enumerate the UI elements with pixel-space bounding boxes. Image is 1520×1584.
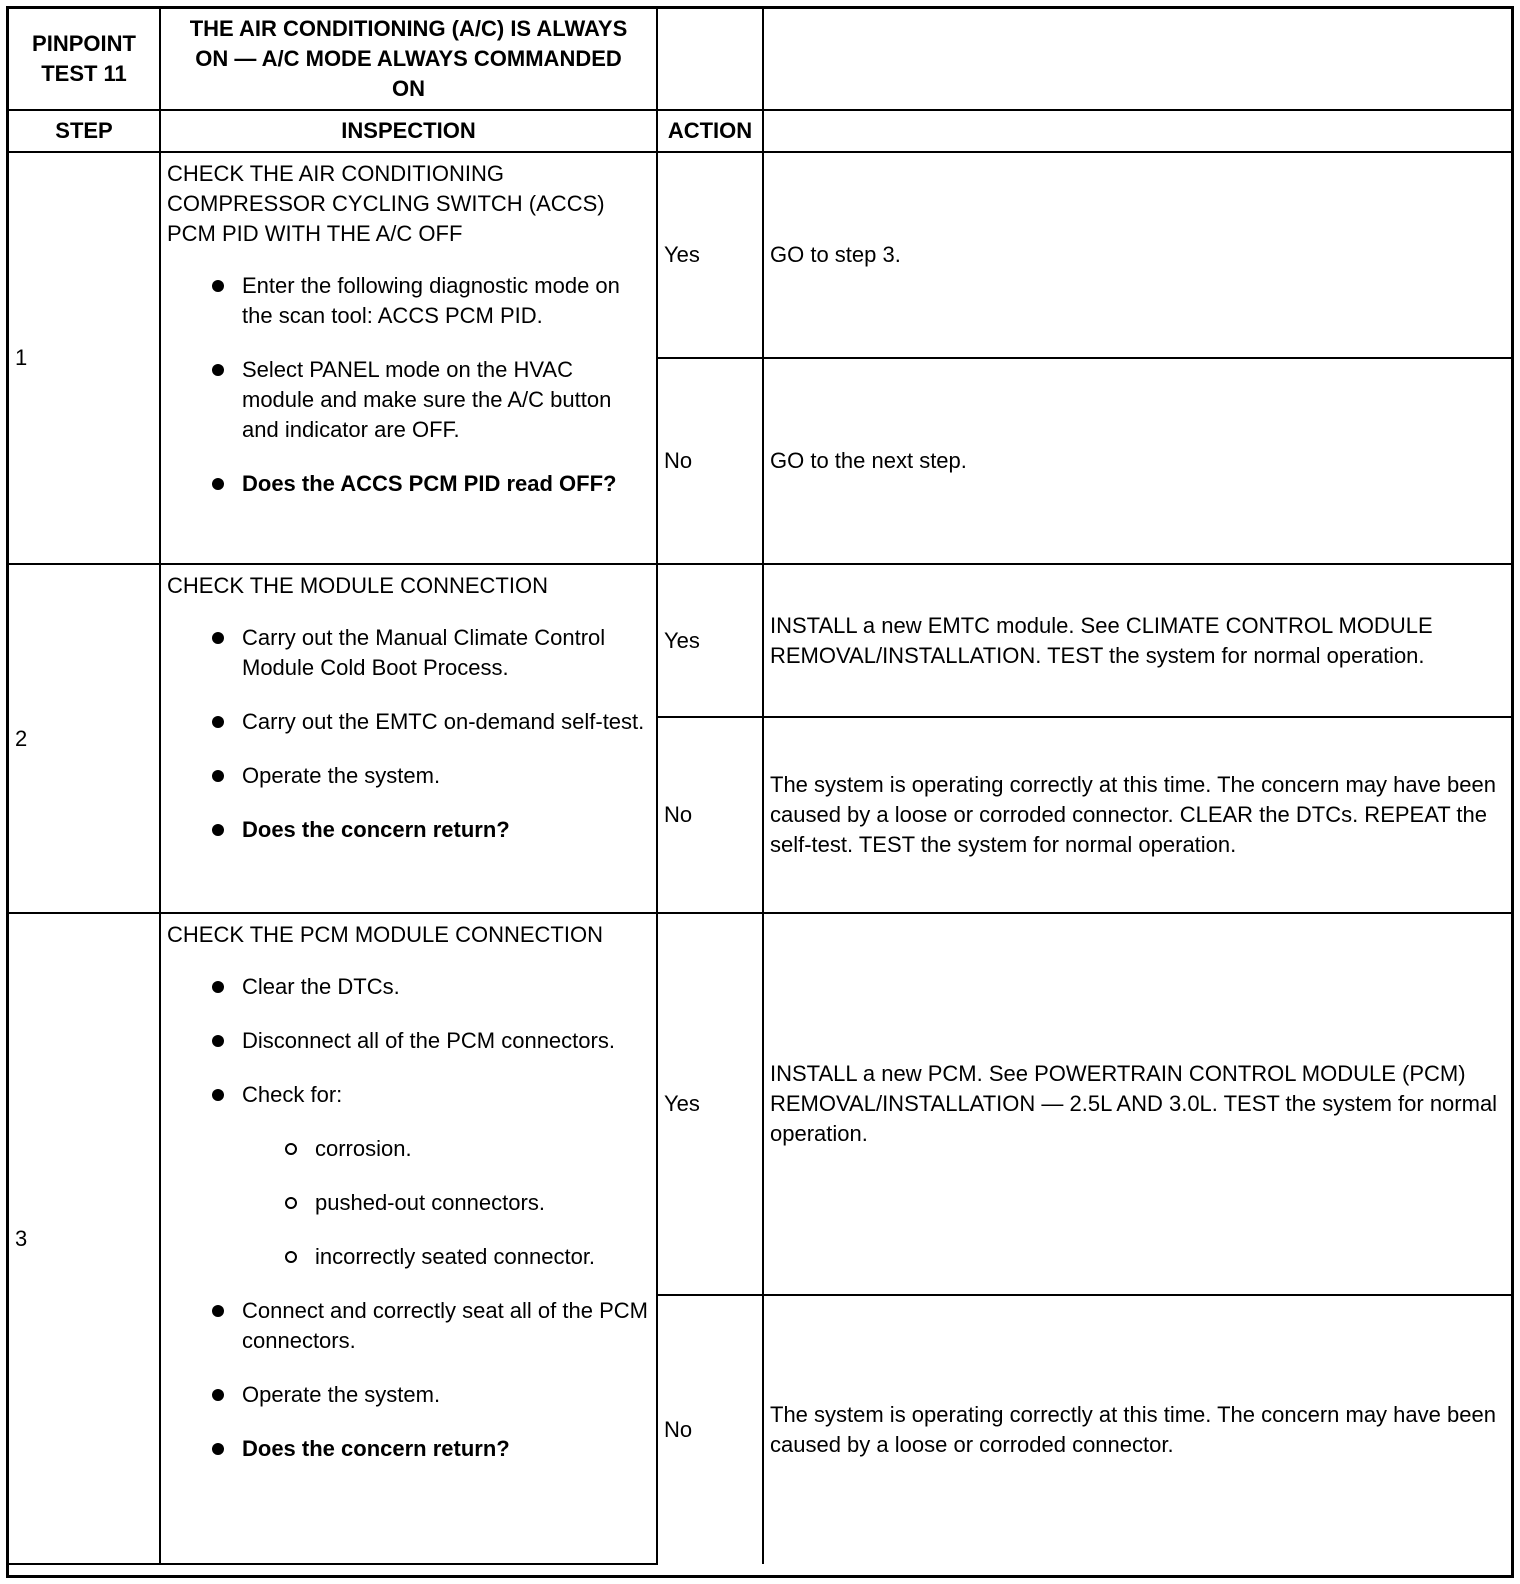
no-label: No — [657, 358, 763, 564]
yes-action: INSTALL a new EMTC module. See CLIMATE CONTROL MODULE REMOVAL/INSTALLATION. TEST the system for normal operation. — [763, 564, 1511, 717]
column-header-step: STEP — [9, 110, 160, 152]
test-title: THE AIR CONDITIONING (A/C) IS ALWAYS ON — A/C MODE ALWAYS COMMANDED ON — [160, 9, 657, 110]
title-blank-cell — [763, 9, 1511, 110]
step-question: Does the ACCS PCM PID read OFF? — [167, 469, 650, 499]
no-action: The system is operating correctly at this time. The concern may have been caused by a loose or corroded connector. CLEAR the DTCs. REPEAT the self-test. TEST the system for normal operation. — [763, 717, 1511, 913]
no-label: No — [657, 717, 763, 913]
list-item: Disconnect all of the PCM connectors. — [167, 1026, 650, 1056]
step-3-yes-row — [9, 913, 1511, 1295]
list-item: Carry out the EMTC on-demand self-test. — [167, 707, 650, 737]
pinpoint-test-document — [6, 6, 1514, 1578]
column-header-row — [9, 110, 1511, 152]
step-heading: CHECK THE PCM MODULE CONNECTION — [167, 922, 603, 947]
no-label: No — [657, 1295, 763, 1564]
list-item: Select PANEL mode on the HVAC module and make sure the A/C button and indicator are OFF. — [167, 355, 650, 445]
yes-label: Yes — [657, 152, 763, 358]
step-3-inspection — [160, 913, 657, 1564]
step-2-inspection — [160, 564, 657, 913]
list-item: Operate the system. — [167, 761, 650, 791]
list-item: Operate the system. — [167, 1380, 650, 1410]
yes-action: GO to step 3. — [763, 152, 1511, 358]
column-header-blank — [763, 110, 1511, 152]
step-2-yes-row — [9, 564, 1511, 717]
step-number: 1 — [9, 152, 160, 564]
step-number: 3 — [9, 913, 160, 1564]
check-for-sublist — [167, 1134, 650, 1272]
list-item: Clear the DTCs. — [167, 972, 650, 1002]
no-action: The system is operating correctly at this time. The concern may have been caused by a loose or corroded connector. — [763, 1295, 1511, 1564]
step-1-checklist — [167, 271, 650, 499]
list-item: Connect and correctly seat all of the PCM connectors. — [167, 1296, 650, 1356]
yes-action: INSTALL a new PCM. See POWERTRAIN CONTROL MODULE (PCM) REMOVAL/INSTALLATION — 2.5L AND 3.0L. TEST the system for normal operation. — [763, 913, 1511, 1295]
yes-label: Yes — [657, 564, 763, 717]
step-2-checklist — [167, 623, 650, 845]
sub-list-item: pushed-out connectors. — [167, 1188, 650, 1218]
list-item: Enter the following diagnostic mode on the scan tool: ACCS PCM PID. — [167, 271, 650, 331]
column-header-inspection: INSPECTION — [160, 110, 657, 152]
step-heading: CHECK THE AIR CONDITIONING COMPRESSOR CYCLING SWITCH (ACCS) PCM PID WITH THE A/C OFF — [167, 161, 605, 246]
step-number: 2 — [9, 564, 160, 913]
no-action: GO to the next step. — [763, 358, 1511, 564]
sub-list-item: corrosion. — [167, 1134, 650, 1164]
step-heading: CHECK THE MODULE CONNECTION — [167, 573, 548, 598]
step-3-checklist — [167, 972, 650, 1464]
sub-list-item: incorrectly seated connector. — [167, 1242, 650, 1272]
step-question: Does the concern return? — [167, 1434, 650, 1464]
step-1-inspection — [160, 152, 657, 564]
yes-label: Yes — [657, 913, 763, 1295]
title-blank-cell — [657, 9, 763, 110]
column-header-action: ACTION — [657, 110, 763, 152]
list-item — [167, 1080, 650, 1272]
step-question: Does the concern return? — [167, 815, 650, 845]
pinpoint-test-table — [9, 9, 1511, 1565]
list-item-text: Check for: — [242, 1082, 343, 1107]
title-row — [9, 9, 1511, 110]
list-item: Carry out the Manual Climate Control Module Cold Boot Process. — [167, 623, 650, 683]
step-1-yes-row — [9, 152, 1511, 358]
test-label: PINPOINT TEST 11 — [9, 9, 160, 110]
